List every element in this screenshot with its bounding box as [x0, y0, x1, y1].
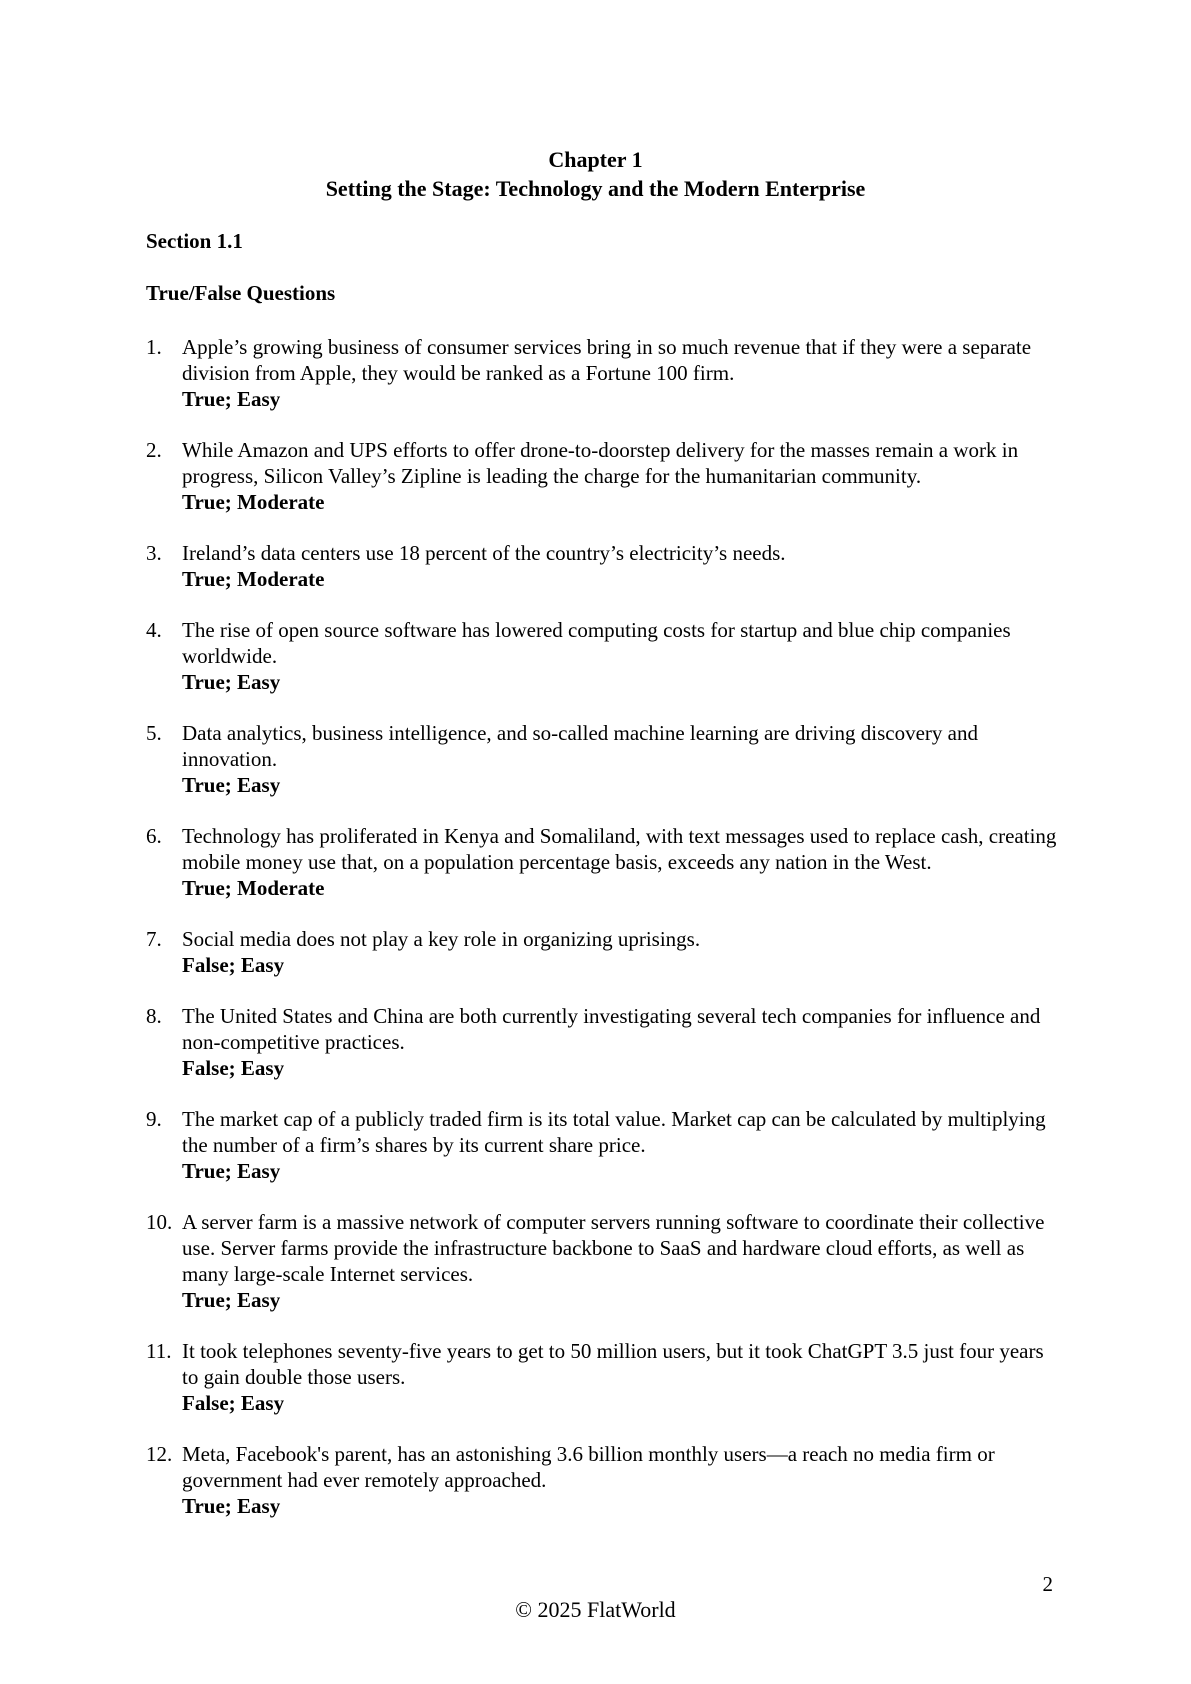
- question-number: 11.: [146, 1339, 172, 1363]
- question-answer: True; Moderate: [182, 567, 325, 591]
- question-number: 1.: [146, 335, 162, 359]
- section-title: Section 1.1: [146, 229, 243, 253]
- question-number: 8.: [146, 1004, 162, 1028]
- question-answer: True; Moderate: [182, 490, 325, 514]
- question-text: Technology has proliferated in Kenya and Somaliland, with text messages used to replace cash, creating mobile money use that, on a population percentage basis, exceeds any nation in the West.: [182, 824, 1057, 874]
- question-text: The rise of open source software has lowered computing costs for startup and blue chip companies worldwide.: [182, 618, 1011, 668]
- question-text: A server farm is a massive network of computer servers running software to coordinate their collective use. Server farms provide the infrastructure backbone to SaaS and hardware cloud efforts, as well as many large-scale Internet services.: [182, 1210, 1045, 1286]
- question-number: 12.: [146, 1442, 173, 1466]
- question-answer: True; Easy: [182, 670, 281, 694]
- question-text: It took telephones seventy-five years to get to 50 million users, but it took ChatGPT 3.5 just four years to gain double those users.: [182, 1339, 1044, 1389]
- question-answer: False; Easy: [182, 1056, 285, 1080]
- question-text: The market cap of a publicly traded firm is its total value. Market cap can be calculated by multiplying the number of a firm’s shares by its current share price.: [182, 1107, 1046, 1157]
- question-number: 6.: [146, 824, 162, 848]
- question-item: [0, 617, 1062, 695]
- question-answer: True; Moderate: [182, 876, 325, 900]
- chapter-title: Setting the Stage: Technology and the Modern Enterprise: [325, 176, 866, 201]
- chapter-header: [0, 145, 1191, 203]
- question-number: 9.: [146, 1107, 162, 1131]
- question-item: [0, 540, 1062, 592]
- chapter-label: Chapter 1: [548, 147, 643, 172]
- copyright-footer: © 2025 FlatWorld: [515, 1597, 676, 1622]
- question-item: [0, 1338, 1062, 1416]
- question-text: The United States and China are both currently investigating several tech companies for influence and non-competitive practices.: [182, 1004, 1041, 1054]
- question-text: Meta, Facebook's parent, has an astonishing 3.6 billion monthly users—a reach no media firm or government had ever remotely approached.: [182, 1442, 995, 1492]
- question-item: [0, 926, 1062, 978]
- question-item: [0, 1106, 1062, 1184]
- question-item: [0, 334, 1062, 412]
- question-item: [0, 1003, 1062, 1081]
- question-answer: False; Easy: [182, 953, 285, 977]
- question-text: Apple’s growing business of consumer services bring in so much revenue that if they were a separate division from Apple, they would be ranked as a Fortune 100 firm.: [182, 335, 1032, 385]
- question-number: 4.: [146, 618, 162, 642]
- question-number: 2.: [146, 438, 162, 462]
- question-number: 7.: [146, 927, 162, 951]
- question-number: 10.: [146, 1210, 173, 1234]
- question-item: [0, 823, 1062, 901]
- question-item: [0, 437, 1062, 515]
- question-answer: True; Easy: [182, 1494, 281, 1518]
- page-number: 2: [1042, 1572, 1053, 1596]
- question-item: [0, 720, 1062, 798]
- question-answer: True; Easy: [182, 1288, 281, 1312]
- question-type-heading: True/False Questions: [146, 281, 336, 305]
- question-answer: True; Easy: [182, 387, 281, 411]
- question-answer: True; Easy: [182, 1159, 281, 1183]
- question-number: 5.: [146, 721, 162, 745]
- question-list: [0, 334, 1191, 1544]
- question-answer: True; Easy: [182, 773, 281, 797]
- question-item: [0, 1209, 1062, 1313]
- question-text: Data analytics, business intelligence, and so-called machine learning are driving discovery and innovation.: [182, 721, 978, 771]
- question-text: While Amazon and UPS efforts to offer drone-to-doorstep delivery for the masses remain a work in progress, Silicon Valley’s Zipline is leading the charge for the humanitarian community.: [182, 438, 1019, 488]
- question-answer: False; Easy: [182, 1391, 285, 1415]
- question-text: Ireland’s data centers use 18 percent of the country’s electricity’s needs.: [182, 541, 786, 565]
- question-item: [0, 1441, 1062, 1519]
- question-number: 3.: [146, 541, 162, 565]
- question-text: Social media does not play a key role in organizing uprisings.: [182, 927, 701, 951]
